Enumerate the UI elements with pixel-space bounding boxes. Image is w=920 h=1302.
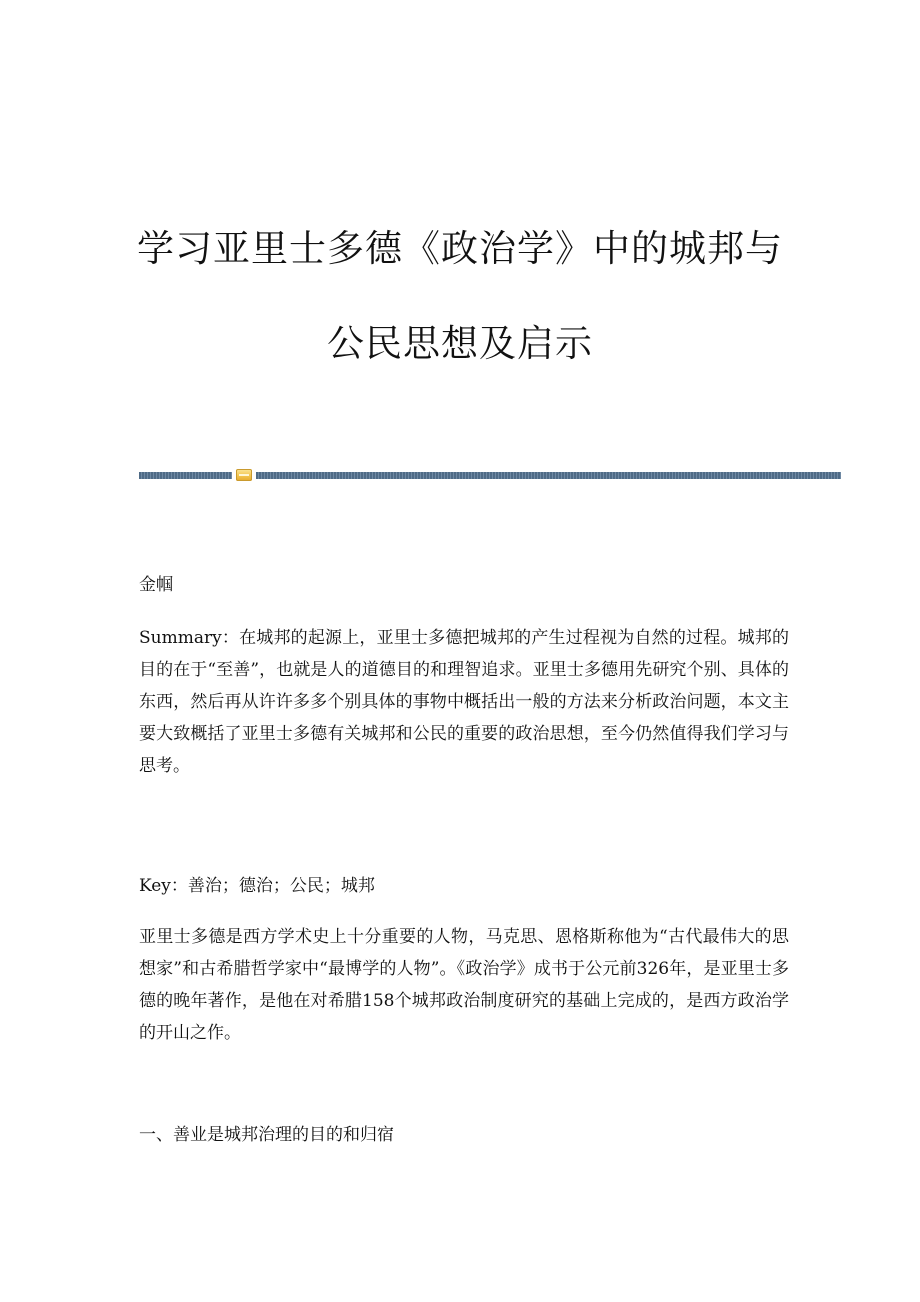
keywords-line: Key：善治；德治；公民；城邦 xyxy=(139,876,375,896)
summary-paragraph: Summary：在城邦的起源上，亚里士多德把城邦的产生过程视为自然的过程。城邦的目的在于“至善”，也就是人的道德目的和理智追求。亚里士多德用先研究个别、具体的东西，然后再从许许多多个别具体的事物中概括出一般的方法来分析政治问题，本文主要大致概括了亚里士多德有关城邦和公民的重要的政治思想，至今仍然值得我们学习与思考。 xyxy=(139,628,789,776)
section-heading: 一、善业是城邦治理的目的和归宿 xyxy=(139,1125,394,1145)
divider-ornament-icon xyxy=(236,469,252,481)
divider-bar-left xyxy=(139,472,232,479)
divider-bar-right xyxy=(256,472,841,479)
title-divider xyxy=(139,468,841,482)
document-title-line-2: 公民思想及启示 xyxy=(327,322,593,365)
intro-paragraph: 亚里士多德是西方学术史上十分重要的人物，马克思、恩格斯称他为“古代最伟大的思想家”和古希腊哲学家中“最博学的人物”。《政治学》成书于公元前326年，是亚里士多德的晚年著作，是他在对希腊158个城邦政治制度研究的基础上完成的，是西方政治学的开山之作。 xyxy=(139,927,789,1043)
author-name: 金帼 xyxy=(139,575,173,595)
document-title-line-1: 学习亚里士多德《政治学》中的城邦与 xyxy=(137,227,783,270)
